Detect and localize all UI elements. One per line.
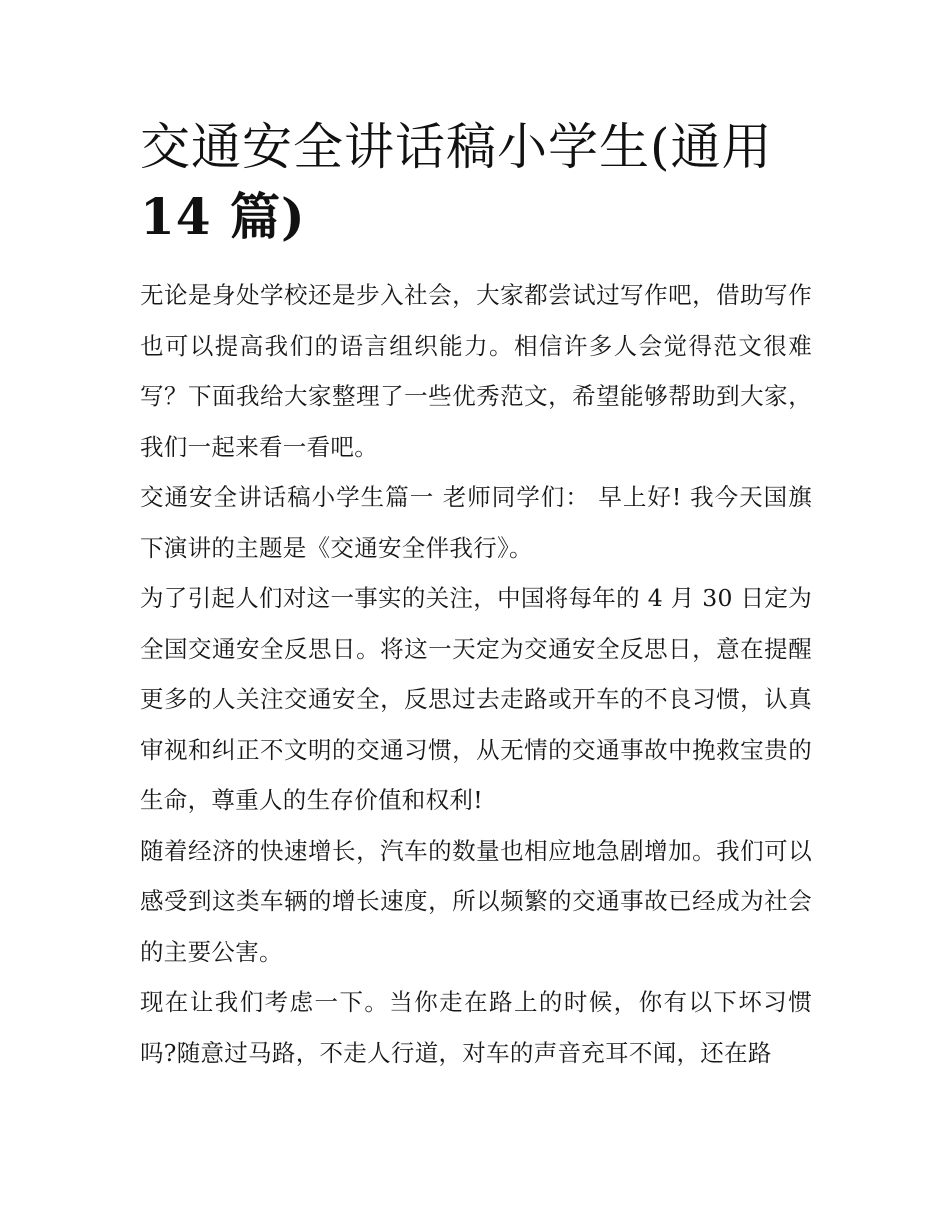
paragraph-reflection-day: 为了引起人们对这一事实的关注，中国将每年的 4 月 30 日定为全国交通安全反思日。将这一天定为交通安全反思日，意在提醒更多的人关注交通安全，反思过去走路或开车的不良习惯，认真审视和纠正不文明的交通习惯，从无情的交通事故中挽救宝贵的生命，尊重人的生存价值和权利! [140,584,812,814]
paragraph-vehicle-growth: 随着经济的快速增长，汽车的数量也相应地急剧增加。我们可以感受到这类车辆的增长速度，所以频繁的交通事故已经成为社会的主要公害。 [140,836,812,966]
title-main-text: 交通安全讲话稿小学生(通用 [140,118,773,176]
document-content [140,112,812,1078]
title-count-text: 14 篇) [140,187,306,246]
paragraph-intro: 无论是身处学校还是步入社会，大家都尝试过写作吧，借助写作也可以提高我们的语言组织能力。相信许多人会觉得范文很难写？下面我给大家整理了一些优秀范文，希望能够帮助到大家，我们一起来看一看吧。 [140,281,812,461]
paragraph-bad-habits: 现在让我们考虑一下。当你走在路上的时候，你有以下坏习惯吗?随意过马路，不走人行道，对车的声音充耳不闻，还在路 [140,988,812,1067]
paragraph-speech-opening: 交通安全讲话稿小学生篇一 老师同学们： 早上好! 我今天国旗下演讲的主题是《交通安全伴我行》。 [140,483,812,562]
document-body [140,270,812,1078]
document-title [140,112,812,252]
